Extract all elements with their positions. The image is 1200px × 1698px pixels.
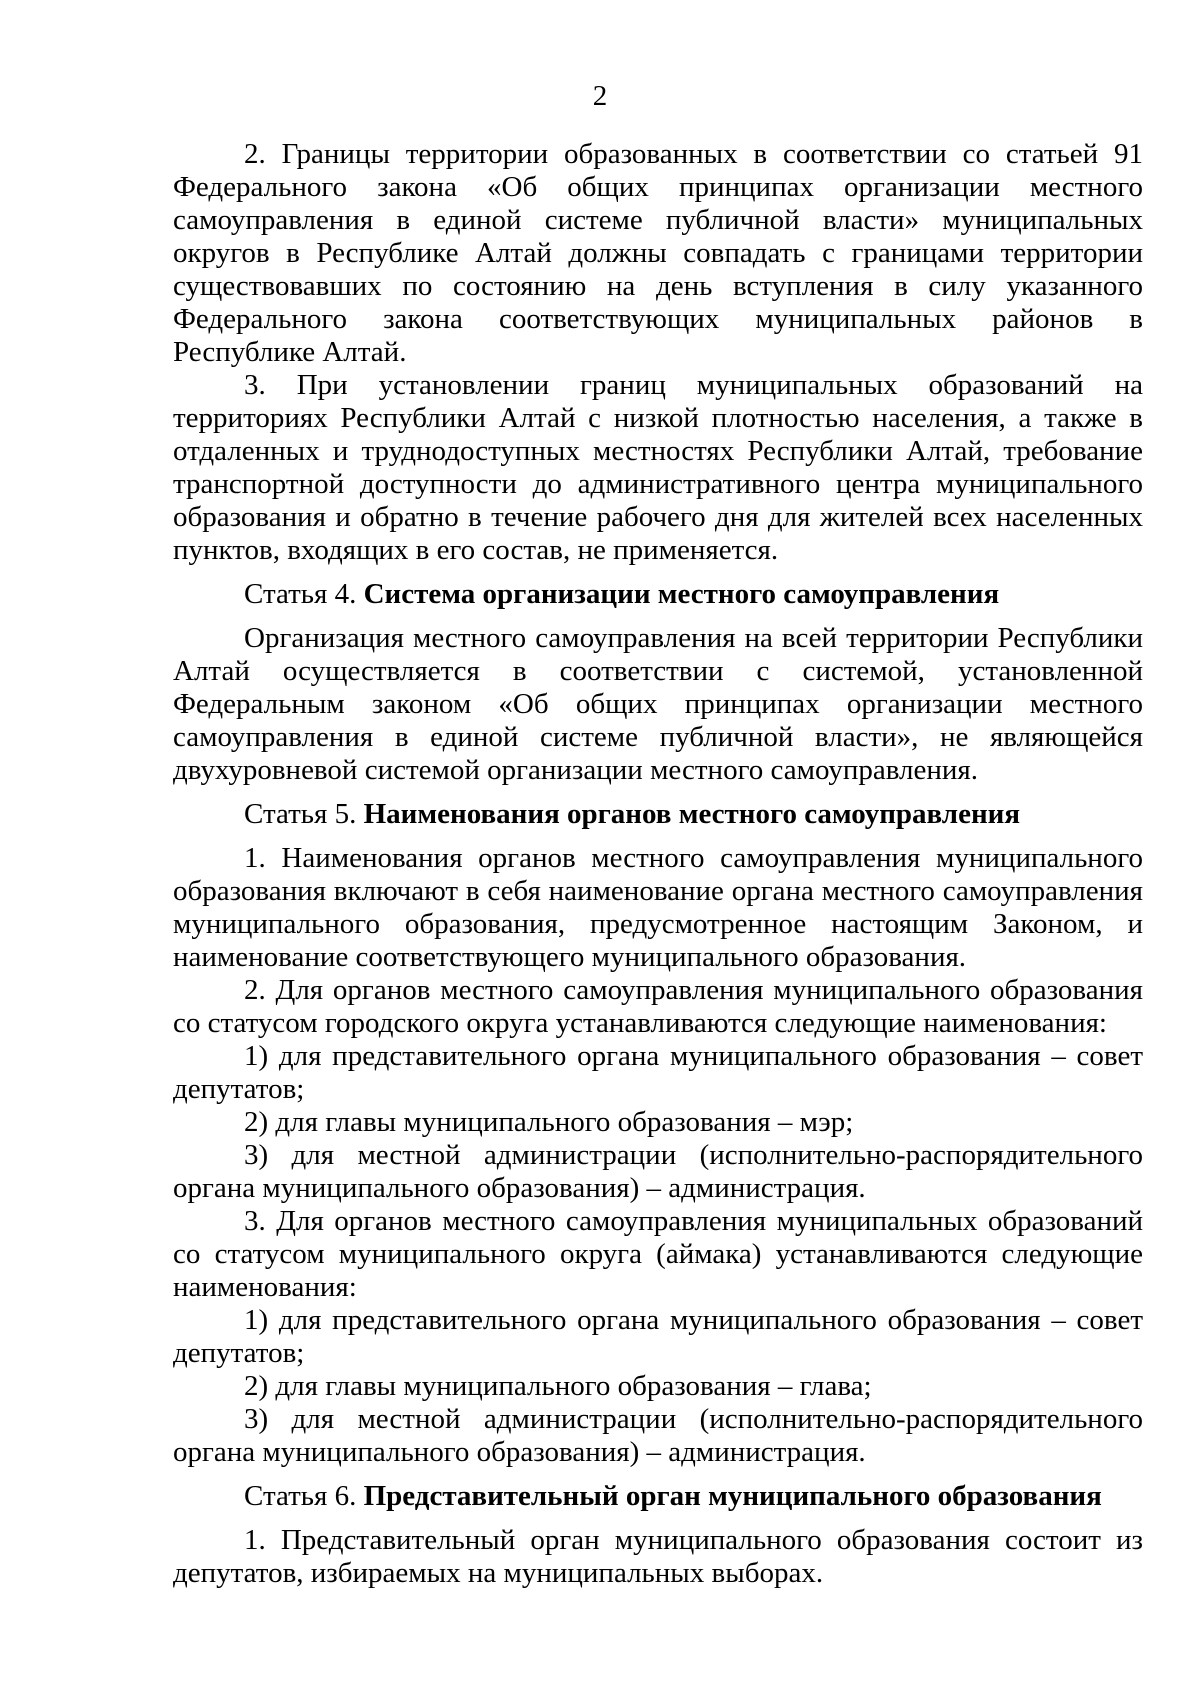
article-4-heading	[173, 578, 1143, 611]
document-body	[173, 138, 1143, 1590]
list-item-district-council: 1) для представительного органа муниципального образования – совет депутатов;	[173, 1304, 1143, 1369]
list-item-city-administration: 3) для местной администрации (исполнительно-распорядительного органа муниципального образования) – администрация.	[173, 1139, 1143, 1204]
article-4-prefix: Статья 4.	[244, 578, 364, 610]
page-number: 2	[592, 80, 608, 112]
paragraph-article5-part1: 1. Наименования органов местного самоуправления муниципального образования включают в себя наименование органа местного самоуправления муниципального образования, предусмотренное настоящим Законом, и наименование соответствующего муниципального образования.	[173, 842, 1143, 973]
article-5-heading	[173, 798, 1143, 831]
paragraph-article3-part3: 3. При установлении границ муниципальных образований на территориях Республики Алтай с низкой плотностью населения, а также в отдаленных и труднодоступных местностях Республики Алтай, требование транспортной доступности до административного центра муниципального образования и обратно в течение рабочего дня для жителей всех населенных пунктов, входящих в его состав, не применяется.	[173, 369, 1143, 566]
paragraph-article5-part2: 2. Для органов местного самоуправления муниципального образования со статусом городского округа устанавливаются следующие наименования:	[173, 974, 1143, 1039]
article-4-title: Система организации местного самоуправления	[363, 578, 1000, 610]
paragraph-article3-part2: 2. Границы территории образованных в соответствии со статьей 91 Федерального закона «Об общих принципах организации местного самоуправления в единой системе публичной власти» муниципальных округов в Республике Алтай должны совпадать с границами территории существовавших по состоянию на день вступления в силу указанного Федерального закона соответствующих муниципальных районов в Республике Алтай.	[173, 138, 1143, 368]
article-6-title: Представительный орган муниципального образования	[363, 1480, 1102, 1512]
paragraph-article6-part1: 1. Представительный орган муниципального образования состоит из депутатов, избираемых на муниципальных выборах.	[173, 1524, 1143, 1589]
list-item-district-administration: 3) для местной администрации (исполнительно-распорядительного органа муниципального образования) – администрация.	[173, 1403, 1143, 1468]
list-item-city-head: 2) для главы муниципального образования – мэр;	[244, 1106, 854, 1138]
list-item-city-council: 1) для представительного органа муниципального образования – совет депутатов;	[173, 1040, 1143, 1105]
article-6-prefix: Статья 6.	[244, 1480, 364, 1512]
article-5-prefix: Статья 5.	[244, 798, 364, 830]
list-item-district-head: 2) для главы муниципального образования – глава;	[244, 1370, 872, 1402]
paragraph-article5-part3: 3. Для органов местного самоуправления муниципальных образований со статусом муниципального округа (аймака) устанавливаются следующие наименования:	[173, 1205, 1143, 1303]
article-5-title: Наименования органов местного самоуправления	[363, 798, 1021, 830]
article-6-heading	[173, 1480, 1143, 1513]
paragraph-article4-body: Организация местного самоуправления на всей территории Республики Алтай осуществляется в соответствии с системой, установленной Федеральным законом «Об общих принципах организации местного самоуправления в единой системе публичной власти», не являющейся двухуровневой системой организации местного самоуправления.	[173, 622, 1143, 786]
